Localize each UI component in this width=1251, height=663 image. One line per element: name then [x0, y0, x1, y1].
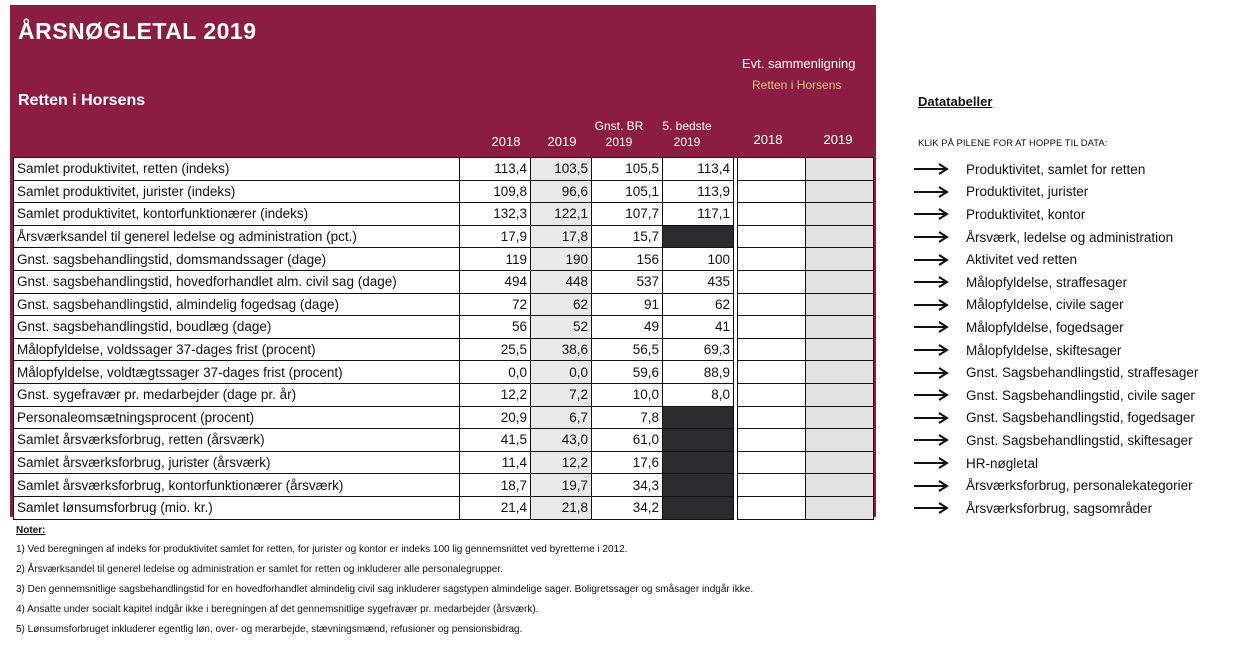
arrow-right-icon[interactable]: [912, 249, 966, 271]
comparison-2018-cell: [738, 406, 806, 429]
data-link[interactable]: [912, 497, 1198, 520]
data-link[interactable]: [912, 407, 1198, 430]
table-row: [14, 496, 874, 519]
value-5-bedste: 113,9: [663, 180, 734, 203]
value-2018: 20,9: [460, 406, 531, 429]
value-gnst-br: 105,1: [592, 180, 663, 203]
data-link[interactable]: [912, 452, 1198, 475]
comparison-2019-cell: [806, 383, 874, 406]
row-label: Samlet årsværksforbrug, jurister (årsværk): [14, 451, 460, 474]
comparison-2018-cell: [738, 225, 806, 248]
data-link-label: Gnst. Sagsbehandlingstid, skiftesager: [966, 432, 1193, 448]
data-link[interactable]: [912, 158, 1198, 181]
notes: [16, 525, 753, 644]
value-5-bedste: [663, 496, 734, 519]
value-gnst-br: 105,5: [592, 158, 663, 181]
value-2019: 43,0: [531, 429, 592, 452]
data-link-label: Målopfyldelse, civile sager: [966, 297, 1124, 313]
row-label: Gnst. sagsbehandlingstid, boudlæg (dage): [14, 316, 460, 339]
value-2018: 17,9: [460, 225, 531, 248]
note-item: 3) Den gennemsnitlige sagsbehandlingstid for en hovedforhandlet almindelig civil sag inkluderer sagstypen almindelige sager. Boligretssager og småsager indgår ikke.: [16, 584, 754, 595]
header-gnst-line2: 2019: [605, 135, 633, 149]
value-2018: 494: [460, 270, 531, 293]
arrow-right-icon[interactable]: [912, 271, 966, 293]
value-2019: 6,7: [531, 406, 592, 429]
value-gnst-br: 7,8: [592, 406, 663, 429]
value-2018: 109,8: [460, 180, 531, 203]
data-link[interactable]: [912, 384, 1198, 407]
value-5-bedste: 69,3: [663, 338, 734, 361]
comparison-2019-cell: [806, 270, 874, 293]
value-5-bedste: 117,1: [663, 203, 734, 226]
arrow-right-icon[interactable]: [912, 475, 966, 497]
arrow-right-icon[interactable]: [912, 407, 966, 429]
header-cmp-2018: 2018: [753, 132, 783, 147]
comparison-2018-cell: [738, 338, 806, 361]
table-row: [14, 158, 874, 181]
comparison-2018-cell: [738, 451, 806, 474]
arrow-right-icon[interactable]: [912, 316, 966, 338]
arrow-right-icon[interactable]: [912, 384, 966, 406]
table-row: [14, 451, 874, 474]
table-row: [14, 180, 874, 203]
sidebar-links: [912, 158, 1198, 520]
comparison-2019-cell: [806, 180, 874, 203]
comparison-2019-cell: [806, 429, 874, 452]
arrow-right-icon[interactable]: [912, 294, 966, 316]
data-link[interactable]: [912, 339, 1198, 362]
key-figures-table: [13, 157, 874, 520]
row-label: Årsværksandel til generel ledelse og administration (pct.): [14, 225, 460, 248]
table-row: [14, 248, 874, 271]
value-2019: 19,7: [531, 474, 592, 497]
comparison-2018-cell: [738, 429, 806, 452]
row-label: Samlet årsværksforbrug, kontorfunktionærer (årsværk): [14, 474, 460, 497]
data-link-label: Målopfyldelse, straffesager: [966, 274, 1128, 290]
value-2019: 17,8: [531, 225, 592, 248]
value-5-bedste: [663, 225, 734, 248]
header-5-bedste: [654, 119, 720, 149]
value-2018: 113,4: [460, 158, 531, 181]
comparison-2018-cell: [738, 203, 806, 226]
data-link[interactable]: [912, 474, 1198, 497]
data-link[interactable]: [912, 294, 1198, 317]
value-gnst-br: 49: [592, 316, 663, 339]
value-2018: 72: [460, 293, 531, 316]
data-link-label: Målopfyldelse, skiftesager: [966, 342, 1122, 358]
row-label: Samlet lønsumsforbrug (mio. kr.): [14, 496, 460, 519]
value-gnst-br: 91: [592, 293, 663, 316]
value-2018: 0,0: [460, 361, 531, 384]
comparison-2019-cell: [806, 293, 874, 316]
page-title: ÅRSNØGLETAL 2019: [18, 18, 257, 44]
data-link-label: Gnst. Sagsbehandlingstid, civile sager: [966, 387, 1195, 403]
value-gnst-br: 156: [592, 248, 663, 271]
row-label: Samlet produktivitet, jurister (indeks): [14, 180, 460, 203]
comparison-2019-cell: [806, 496, 874, 519]
comparison-2019-cell: [806, 406, 874, 429]
comparison-label: Evt. sammenligning: [742, 56, 856, 71]
value-2018: 12,2: [460, 383, 531, 406]
data-link[interactable]: [912, 429, 1198, 452]
arrow-right-icon[interactable]: [912, 429, 966, 451]
comparison-2018-cell: [738, 158, 806, 181]
row-label: Samlet årsværksforbrug, retten (årsværk): [14, 429, 460, 452]
value-2019: 7,2: [531, 383, 592, 406]
sidebar-title: Datatabeller: [918, 94, 993, 109]
value-5-bedste: 41: [663, 316, 734, 339]
comparison-2018-cell: [738, 180, 806, 203]
notes-heading: Noter:: [16, 525, 46, 536]
arrow-right-icon[interactable]: [912, 203, 966, 225]
row-label: Målopfyldelse, voldtægtssager 37-dages frist (procent): [14, 361, 460, 384]
row-label: Samlet produktivitet, retten (indeks): [14, 158, 460, 181]
data-link-label: Produktivitet, samlet for retten: [966, 161, 1146, 177]
data-link[interactable]: [912, 203, 1198, 226]
comparison-2018-cell: [738, 361, 806, 384]
value-2018: 132,3: [460, 203, 531, 226]
value-2019: 0,0: [531, 361, 592, 384]
value-gnst-br: 17,6: [592, 451, 663, 474]
arrow-right-icon[interactable]: [912, 362, 966, 384]
data-link[interactable]: [912, 248, 1198, 271]
table-row: [14, 316, 874, 339]
comparison-2018-cell: [738, 270, 806, 293]
row-label: Gnst. sagsbehandlingstid, almindelig fogedsag (dage): [14, 293, 460, 316]
value-2019: 12,2: [531, 451, 592, 474]
comparison-2019-cell: [806, 225, 874, 248]
comparison-2018-cell: [738, 496, 806, 519]
comparison-2018-cell: [738, 474, 806, 497]
arrow-right-icon[interactable]: [912, 158, 966, 180]
arrow-right-icon[interactable]: [912, 339, 966, 361]
value-2018: 56: [460, 316, 531, 339]
value-2019: 52: [531, 316, 592, 339]
value-2018: 21,4: [460, 496, 531, 519]
data-link[interactable]: [912, 271, 1198, 294]
data-link-label: HR-nøgletal: [966, 455, 1039, 471]
header-2018: 2018: [491, 134, 521, 149]
comparison-court: Retten i Horsens: [752, 78, 842, 92]
data-link[interactable]: [912, 316, 1198, 339]
data-link-label: Årsværksforbrug, personalekategorier: [966, 478, 1193, 494]
header-cmp-2019: 2019: [823, 132, 853, 147]
note-item: 2) Årsværksandel til generel ledelse og administration er samlet for retten og inkluderer alle personalegrupper.: [16, 564, 503, 575]
arrow-right-icon[interactable]: [912, 181, 966, 203]
data-link[interactable]: [912, 361, 1198, 384]
table-row: [14, 406, 874, 429]
data-link[interactable]: [912, 226, 1198, 249]
value-5-bedste: 8,0: [663, 383, 734, 406]
header-gnst-line1: Gnst. BR: [594, 119, 644, 133]
comparison-2019-cell: [806, 338, 874, 361]
value-5-bedste: 113,4: [663, 158, 734, 181]
table-row: [14, 383, 874, 406]
value-2019: 62: [531, 293, 592, 316]
value-2019: 38,6: [531, 338, 592, 361]
note-item: 5) Lønsumsforbruget inkluderer egentlig løn, over- og merarbejde, stævningsmænd, refusioner og pensionsbidrag.: [16, 624, 523, 635]
row-label: Gnst. sygefravær pr. medarbejder (dage pr. år): [14, 383, 460, 406]
header-gnst: [589, 119, 649, 149]
value-2018: 18,7: [460, 474, 531, 497]
value-gnst-br: 34,3: [592, 474, 663, 497]
arrow-right-icon[interactable]: [912, 452, 966, 474]
data-link-label: Aktivitet ved retten: [966, 252, 1078, 268]
header-2019: 2019: [547, 134, 577, 149]
comparison-2019-cell: [806, 474, 874, 497]
row-label: Gnst. sagsbehandlingstid, hovedforhandlet alm. civil sag (dage): [14, 270, 460, 293]
row-label: Målopfyldelse, voldssager 37-dages frist (procent): [14, 338, 460, 361]
comparison-2019-cell: [806, 248, 874, 271]
value-5-bedste: [663, 406, 734, 429]
value-gnst-br: 537: [592, 270, 663, 293]
value-gnst-br: 107,7: [592, 203, 663, 226]
data-link-label: Årsværksforbrug, sagsområder: [966, 500, 1153, 516]
table-row: [14, 225, 874, 248]
row-label: Samlet produktivitet, kontorfunktionærer (indeks): [14, 203, 460, 226]
value-2018: 11,4: [460, 451, 531, 474]
value-5-bedste: 88,9: [663, 361, 734, 384]
table-row: [14, 270, 874, 293]
table-row: [14, 203, 874, 226]
value-gnst-br: 56,5: [592, 338, 663, 361]
comparison-2018-cell: [738, 383, 806, 406]
arrow-right-icon[interactable]: [912, 497, 966, 519]
value-2018: 25,5: [460, 338, 531, 361]
data-link-label: Årsværk, ledelse og administration: [966, 229, 1174, 245]
table-row: [14, 474, 874, 497]
data-link-label: Produktivitet, jurister: [966, 184, 1089, 200]
value-2019: 96,6: [531, 180, 592, 203]
value-5-bedste: 62: [663, 293, 734, 316]
value-2019: 190: [531, 248, 592, 271]
value-gnst-br: 10,0: [592, 383, 663, 406]
value-5-bedste: [663, 474, 734, 497]
comparison-2019-cell: [806, 316, 874, 339]
comparison-2018-cell: [738, 316, 806, 339]
table-row: [14, 338, 874, 361]
comparison-2018-cell: [738, 248, 806, 271]
value-2018: 119: [460, 248, 531, 271]
data-link[interactable]: [912, 181, 1198, 204]
comparison-2019-cell: [806, 451, 874, 474]
comparison-2019-cell: [806, 361, 874, 384]
row-label: Gnst. sagsbehandlingstid, domsmandssager (dage): [14, 248, 460, 271]
value-5-bedste: 100: [663, 248, 734, 271]
comparison-2019-cell: [806, 203, 874, 226]
table-row: [14, 293, 874, 316]
value-gnst-br: 59,6: [592, 361, 663, 384]
value-5-bedste: 435: [663, 270, 734, 293]
table-row: [14, 429, 874, 452]
data-link-label: Målopfyldelse, fogedsager: [966, 319, 1124, 335]
value-2018: 41,5: [460, 429, 531, 452]
comparison-2018-cell: [738, 293, 806, 316]
data-link-label: Gnst. Sagsbehandlingstid, fogedsager: [966, 410, 1195, 426]
sidebar-instruction: KLIK PÅ PILENE FOR AT HOPPE TIL DATA:: [918, 138, 1108, 149]
value-5-bedste: [663, 429, 734, 452]
comparison-2019-cell: [806, 158, 874, 181]
note-item: 4) Ansatte under socialt kapitel indgår ikke i beregningen af det gennemsnitlige sygefravær pr. medarbejder (årsværk).: [16, 604, 539, 615]
value-2019: 122,1: [531, 203, 592, 226]
court-name: Retten i Horsens: [18, 92, 146, 109]
value-gnst-br: 61,0: [592, 429, 663, 452]
value-5-bedste: [663, 451, 734, 474]
value-2019: 21,8: [531, 496, 592, 519]
value-gnst-br: 15,7: [592, 225, 663, 248]
arrow-right-icon[interactable]: [912, 226, 966, 248]
data-link-label: Produktivitet, kontor: [966, 206, 1086, 222]
header-bedste-line1: 5. bedste: [662, 119, 712, 133]
note-item: 1) Ved beregningen af indeks for produktivitet samlet for retten, for jurister og kontor er indeks 100 lig gennemsnittet ved byretterne i 2012.: [16, 544, 628, 555]
table-row: [14, 361, 874, 384]
value-gnst-br: 34,2: [592, 496, 663, 519]
header-bedste-line2: 2019: [673, 135, 701, 149]
row-label: Personaleomsætningsprocent (procent): [14, 406, 460, 429]
data-link-label: Gnst. Sagsbehandlingstid, straffesager: [966, 365, 1199, 381]
value-2019: 103,5: [531, 158, 592, 181]
value-2019: 448: [531, 270, 592, 293]
